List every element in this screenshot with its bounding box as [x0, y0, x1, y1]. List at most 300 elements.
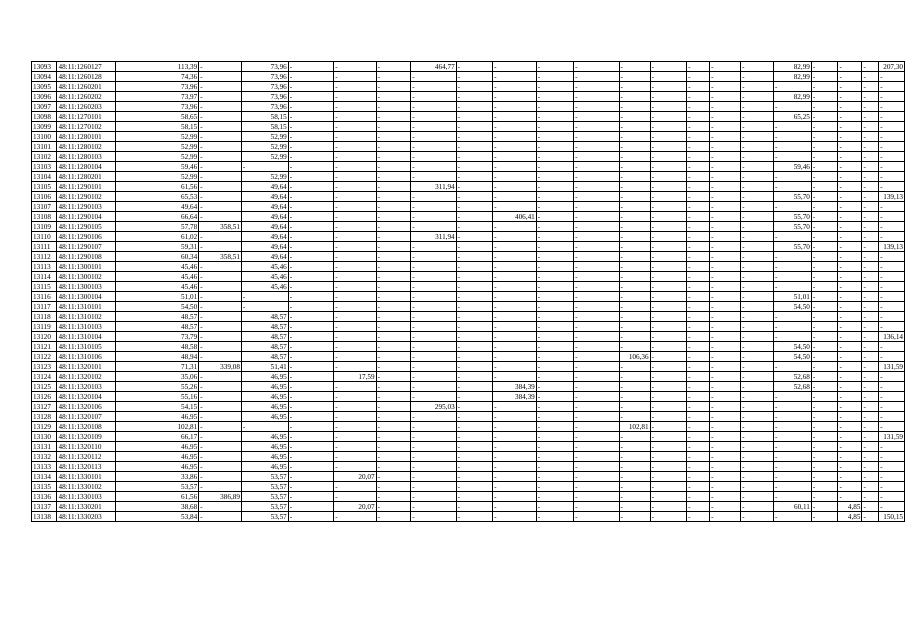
table-row	[32, 152, 905, 162]
value-cell: -	[650, 372, 686, 382]
value-cell: -	[879, 342, 905, 352]
value-cell: -	[493, 242, 537, 252]
table-row	[32, 482, 905, 492]
value-cell: -	[456, 362, 492, 372]
value-cell: -	[288, 422, 333, 432]
cadastral-number-cell: 48:11:1320107	[57, 412, 116, 422]
value-cell: -	[811, 232, 838, 242]
value-cell: -	[741, 432, 774, 442]
value-cell: -	[862, 282, 879, 292]
value-cell: -	[862, 192, 879, 202]
value-cell: -	[376, 302, 411, 312]
cadastral-number-cell: 48:11:1330203	[57, 512, 116, 522]
value-cell: -	[710, 472, 741, 482]
value-cell: -	[687, 82, 710, 92]
value-cell: -	[536, 392, 573, 402]
value-cell: -	[838, 152, 862, 162]
value-cell: -	[687, 302, 710, 312]
value-cell: -	[536, 512, 573, 522]
value-cell: -	[879, 402, 905, 412]
value-cell: -	[574, 292, 619, 302]
value-cell: -	[493, 62, 537, 72]
value-cell: -	[456, 262, 492, 272]
value-cell: -	[288, 312, 333, 322]
value-cell: -	[411, 112, 456, 122]
value-cell: -	[288, 142, 333, 152]
value-cell: -	[687, 222, 710, 232]
value-cell: -	[376, 92, 411, 102]
row-number-cell: 13117	[32, 302, 57, 312]
value-cell: 38,68	[116, 502, 199, 512]
value-cell: -	[838, 212, 862, 222]
value-cell: -	[838, 92, 862, 102]
value-cell: -	[334, 352, 376, 362]
value-cell: -	[710, 182, 741, 192]
value-cell: -	[710, 252, 741, 262]
value-cell: 136,14	[879, 332, 905, 342]
value-cell: -	[288, 342, 333, 352]
table-row	[32, 62, 905, 72]
value-cell: -	[334, 112, 376, 122]
value-cell: 54,15	[116, 402, 199, 412]
value-cell: -	[774, 422, 812, 432]
value-cell: -	[710, 502, 741, 512]
value-cell: -	[574, 62, 619, 72]
value-cell: 46,95	[116, 412, 199, 422]
value-cell: -	[376, 402, 411, 412]
table-row	[32, 202, 905, 212]
value-cell: -	[199, 182, 242, 192]
cadastral-number-cell: 48:11:1330103	[57, 492, 116, 502]
value-cell: 45,46	[116, 282, 199, 292]
value-cell: -	[493, 332, 537, 342]
value-cell: -	[456, 442, 492, 452]
value-cell: -	[650, 412, 686, 422]
cadastral-number-cell: 48:11:1300101	[57, 262, 116, 272]
value-cell: -	[650, 492, 686, 502]
value-cell: -	[838, 162, 862, 172]
value-cell: -	[288, 212, 333, 222]
value-cell: 46,95	[241, 452, 288, 462]
value-cell: -	[811, 512, 838, 522]
value-cell: -	[334, 282, 376, 292]
value-cell: -	[456, 302, 492, 312]
value-cell: 55,70	[774, 212, 812, 222]
value-cell: 46,95	[116, 442, 199, 452]
table-row	[32, 442, 905, 452]
cadastral-number-cell: 48:11:1310102	[57, 312, 116, 322]
value-cell: -	[493, 292, 537, 302]
value-cell: -	[456, 242, 492, 252]
value-cell: -	[411, 452, 456, 462]
value-cell: 61,56	[116, 492, 199, 502]
value-cell: -	[574, 102, 619, 112]
value-cell: -	[199, 102, 242, 112]
value-cell: -	[376, 252, 411, 262]
value-cell: -	[687, 502, 710, 512]
cadastral-number-cell: 48:11:1310101	[57, 302, 116, 312]
value-cell: -	[288, 392, 333, 402]
table-row	[32, 332, 905, 342]
value-cell: 52,99	[241, 172, 288, 182]
value-cell: -	[574, 312, 619, 322]
value-cell: -	[838, 312, 862, 322]
value-cell: 113,39	[116, 62, 199, 72]
value-cell: -	[199, 132, 242, 142]
row-number-cell: 13096	[32, 92, 57, 102]
value-cell: -	[574, 462, 619, 472]
row-number-cell: 13102	[32, 152, 57, 162]
value-cell: -	[838, 292, 862, 302]
row-number-cell: 13104	[32, 172, 57, 182]
row-number-cell: 13134	[32, 472, 57, 482]
value-cell: -	[741, 342, 774, 352]
value-cell: -	[710, 402, 741, 412]
value-cell: -	[741, 382, 774, 392]
value-cell: -	[710, 222, 741, 232]
value-cell: -	[862, 172, 879, 182]
value-cell: 150,15	[879, 512, 905, 522]
value-cell: -	[456, 172, 492, 182]
value-cell: -	[288, 482, 333, 492]
value-cell: -	[456, 272, 492, 282]
value-cell: -	[456, 472, 492, 482]
value-cell: -	[241, 292, 288, 302]
value-cell: 49,64	[116, 202, 199, 212]
value-cell: -	[774, 272, 812, 282]
value-cell: -	[493, 442, 537, 452]
value-cell: 54,50	[116, 302, 199, 312]
value-cell: -	[493, 512, 537, 522]
value-cell: -	[619, 382, 650, 392]
value-cell: -	[687, 432, 710, 442]
value-cell: -	[774, 82, 812, 92]
value-cell: -	[493, 402, 537, 412]
value-cell: -	[574, 272, 619, 282]
value-cell: -	[710, 312, 741, 322]
value-cell: -	[376, 422, 411, 432]
value-cell: -	[811, 282, 838, 292]
value-cell: 73,97	[116, 92, 199, 102]
value-cell: -	[411, 152, 456, 162]
value-cell: -	[288, 412, 333, 422]
value-cell: -	[687, 72, 710, 82]
value-cell: -	[774, 402, 812, 412]
value-cell: -	[536, 272, 573, 282]
value-cell: -	[493, 192, 537, 202]
value-cell: -	[411, 432, 456, 442]
value-cell: -	[710, 162, 741, 172]
value-cell: 45,46	[116, 272, 199, 282]
value-cell: -	[650, 322, 686, 332]
value-cell: -	[741, 282, 774, 292]
row-number-cell: 13097	[32, 102, 57, 112]
value-cell: -	[456, 72, 492, 82]
value-cell: -	[741, 162, 774, 172]
value-cell: -	[536, 302, 573, 312]
value-cell: 358,51	[199, 252, 242, 262]
value-cell: -	[879, 322, 905, 332]
value-cell: -	[838, 122, 862, 132]
value-cell: -	[650, 442, 686, 452]
row-number-cell: 13122	[32, 352, 57, 362]
value-cell: -	[650, 482, 686, 492]
value-cell: -	[710, 452, 741, 462]
value-cell: 55,26	[116, 382, 199, 392]
value-cell: -	[288, 302, 333, 312]
value-cell: -	[288, 82, 333, 92]
value-cell: 131,59	[879, 432, 905, 442]
value-cell: -	[687, 322, 710, 332]
value-cell: -	[687, 102, 710, 112]
value-cell: -	[862, 292, 879, 302]
value-cell: 295,03	[411, 402, 456, 412]
value-cell: -	[811, 222, 838, 232]
row-number-cell: 13112	[32, 252, 57, 262]
value-cell: -	[411, 462, 456, 472]
value-cell: -	[687, 402, 710, 412]
value-cell: -	[710, 412, 741, 422]
value-cell: -	[288, 242, 333, 252]
value-cell: -	[456, 152, 492, 162]
value-cell: -	[687, 482, 710, 492]
value-cell: -	[536, 92, 573, 102]
value-cell: -	[650, 132, 686, 142]
value-cell: -	[619, 362, 650, 372]
value-cell: -	[838, 492, 862, 502]
value-cell: -	[741, 92, 774, 102]
value-cell: -	[493, 282, 537, 292]
value-cell: -	[536, 132, 573, 142]
value-cell: -	[774, 322, 812, 332]
value-cell: -	[619, 462, 650, 472]
value-cell: -	[199, 352, 242, 362]
value-cell: -	[334, 132, 376, 142]
value-cell: -	[456, 82, 492, 92]
value-cell: -	[334, 242, 376, 252]
value-cell: -	[811, 202, 838, 212]
value-cell: -	[493, 462, 537, 472]
value-cell: -	[838, 302, 862, 312]
value-cell: -	[536, 72, 573, 82]
value-cell: -	[879, 142, 905, 152]
value-cell: -	[536, 212, 573, 222]
value-cell: -	[288, 172, 333, 182]
table-row	[32, 472, 905, 482]
value-cell: -	[288, 372, 333, 382]
value-cell: -	[411, 272, 456, 282]
value-cell: -	[811, 272, 838, 282]
value-cell: -	[774, 152, 812, 162]
value-cell: -	[862, 262, 879, 272]
value-cell: -	[411, 502, 456, 512]
value-cell: -	[493, 142, 537, 152]
value-cell: 54,50	[774, 302, 812, 312]
value-cell: -	[687, 262, 710, 272]
value-cell: -	[838, 362, 862, 372]
table-row	[32, 312, 905, 322]
value-cell: -	[710, 492, 741, 502]
value-cell: -	[334, 212, 376, 222]
value-cell: -	[493, 112, 537, 122]
value-cell: 46,95	[241, 402, 288, 412]
data-table	[31, 61, 905, 522]
value-cell: -	[574, 382, 619, 392]
value-cell: -	[334, 332, 376, 342]
value-cell: 73,96	[241, 82, 288, 92]
value-cell: -	[493, 342, 537, 352]
value-cell: -	[774, 462, 812, 472]
value-cell: -	[536, 242, 573, 252]
value-cell: -	[650, 392, 686, 402]
value-cell: 48,57	[241, 332, 288, 342]
value-cell: -	[376, 262, 411, 272]
value-cell: -	[619, 512, 650, 522]
value-cell: 45,46	[116, 262, 199, 272]
value-cell: -	[650, 312, 686, 322]
row-number-cell: 13114	[32, 272, 57, 282]
value-cell: -	[199, 212, 242, 222]
value-cell: 74,36	[116, 72, 199, 82]
value-cell: -	[811, 402, 838, 412]
value-cell: -	[650, 172, 686, 182]
value-cell: -	[710, 432, 741, 442]
value-cell: -	[811, 242, 838, 252]
value-cell: -	[456, 312, 492, 322]
cadastral-number-cell: 48:11:1270101	[57, 112, 116, 122]
value-cell: -	[411, 442, 456, 452]
value-cell: -	[741, 182, 774, 192]
value-cell: 82,99	[774, 92, 812, 102]
value-cell: -	[619, 312, 650, 322]
value-cell: -	[376, 162, 411, 172]
cadastral-number-cell: 48:11:1310103	[57, 322, 116, 332]
value-cell: -	[862, 92, 879, 102]
value-cell: -	[334, 412, 376, 422]
table-row	[32, 242, 905, 252]
row-number-cell: 13121	[32, 342, 57, 352]
value-cell: 46,95	[241, 432, 288, 442]
row-number-cell: 13110	[32, 232, 57, 242]
value-cell: -	[811, 372, 838, 382]
value-cell: -	[741, 392, 774, 402]
value-cell: -	[811, 432, 838, 442]
value-cell: -	[199, 302, 242, 312]
value-cell: -	[619, 392, 650, 402]
value-cell: -	[811, 492, 838, 502]
value-cell: -	[199, 452, 242, 462]
value-cell: -	[687, 392, 710, 402]
value-cell: -	[862, 342, 879, 352]
value-cell: -	[687, 292, 710, 302]
value-cell: -	[493, 432, 537, 442]
cadastral-number-cell: 48:11:1280101	[57, 132, 116, 142]
value-cell: -	[574, 452, 619, 462]
value-cell: -	[536, 142, 573, 152]
value-cell: -	[811, 392, 838, 402]
value-cell: -	[838, 412, 862, 422]
row-number-cell: 13119	[32, 322, 57, 332]
value-cell: -	[879, 112, 905, 122]
value-cell: 58,15	[241, 112, 288, 122]
value-cell: -	[687, 422, 710, 432]
cadastral-number-cell: 48:11:1290102	[57, 192, 116, 202]
value-cell: 73,79	[116, 332, 199, 342]
value-cell: -	[493, 172, 537, 182]
value-cell: -	[288, 72, 333, 82]
value-cell: -	[879, 72, 905, 82]
value-cell: -	[741, 452, 774, 462]
value-cell: -	[650, 222, 686, 232]
value-cell: -	[774, 332, 812, 342]
value-cell: 49,64	[241, 192, 288, 202]
value-cell: -	[774, 392, 812, 402]
row-number-cell: 13132	[32, 452, 57, 462]
value-cell: -	[288, 512, 333, 522]
value-cell: -	[741, 352, 774, 362]
value-cell: -	[741, 482, 774, 492]
value-cell: -	[376, 492, 411, 502]
value-cell: -	[456, 222, 492, 232]
value-cell: -	[411, 492, 456, 502]
value-cell: -	[741, 422, 774, 432]
value-cell: -	[493, 182, 537, 192]
value-cell: -	[741, 322, 774, 332]
value-cell: -	[838, 372, 862, 382]
value-cell: 35,06	[116, 372, 199, 382]
row-number-cell: 13101	[32, 142, 57, 152]
value-cell: -	[862, 72, 879, 82]
value-cell: -	[710, 142, 741, 152]
value-cell: -	[334, 402, 376, 412]
value-cell: -	[838, 472, 862, 482]
row-number-cell: 13131	[32, 442, 57, 452]
value-cell: -	[411, 472, 456, 482]
row-number-cell: 13133	[32, 462, 57, 472]
value-cell: 49,64	[241, 252, 288, 262]
value-cell: -	[199, 332, 242, 342]
value-cell: -	[811, 472, 838, 482]
value-cell: -	[199, 72, 242, 82]
value-cell: -	[536, 422, 573, 432]
value-cell: -	[334, 492, 376, 502]
value-cell: -	[774, 142, 812, 152]
value-cell: -	[879, 292, 905, 302]
value-cell: -	[741, 212, 774, 222]
value-cell: -	[536, 172, 573, 182]
value-cell: 45,46	[241, 282, 288, 292]
value-cell: 131,59	[879, 362, 905, 372]
table-row	[32, 272, 905, 282]
value-cell: -	[774, 472, 812, 482]
value-cell: -	[334, 162, 376, 172]
value-cell: -	[334, 182, 376, 192]
value-cell: -	[574, 252, 619, 262]
value-cell: -	[288, 272, 333, 282]
value-cell: -	[741, 372, 774, 382]
value-cell: -	[241, 162, 288, 172]
value-cell: -	[879, 172, 905, 182]
value-cell: -	[411, 422, 456, 432]
value-cell: -	[811, 252, 838, 262]
value-cell: -	[376, 342, 411, 352]
value-cell: -	[574, 132, 619, 142]
value-cell: -	[838, 402, 862, 412]
table-row	[32, 412, 905, 422]
value-cell: -	[536, 152, 573, 162]
value-cell: -	[741, 412, 774, 422]
value-cell: -	[879, 392, 905, 402]
